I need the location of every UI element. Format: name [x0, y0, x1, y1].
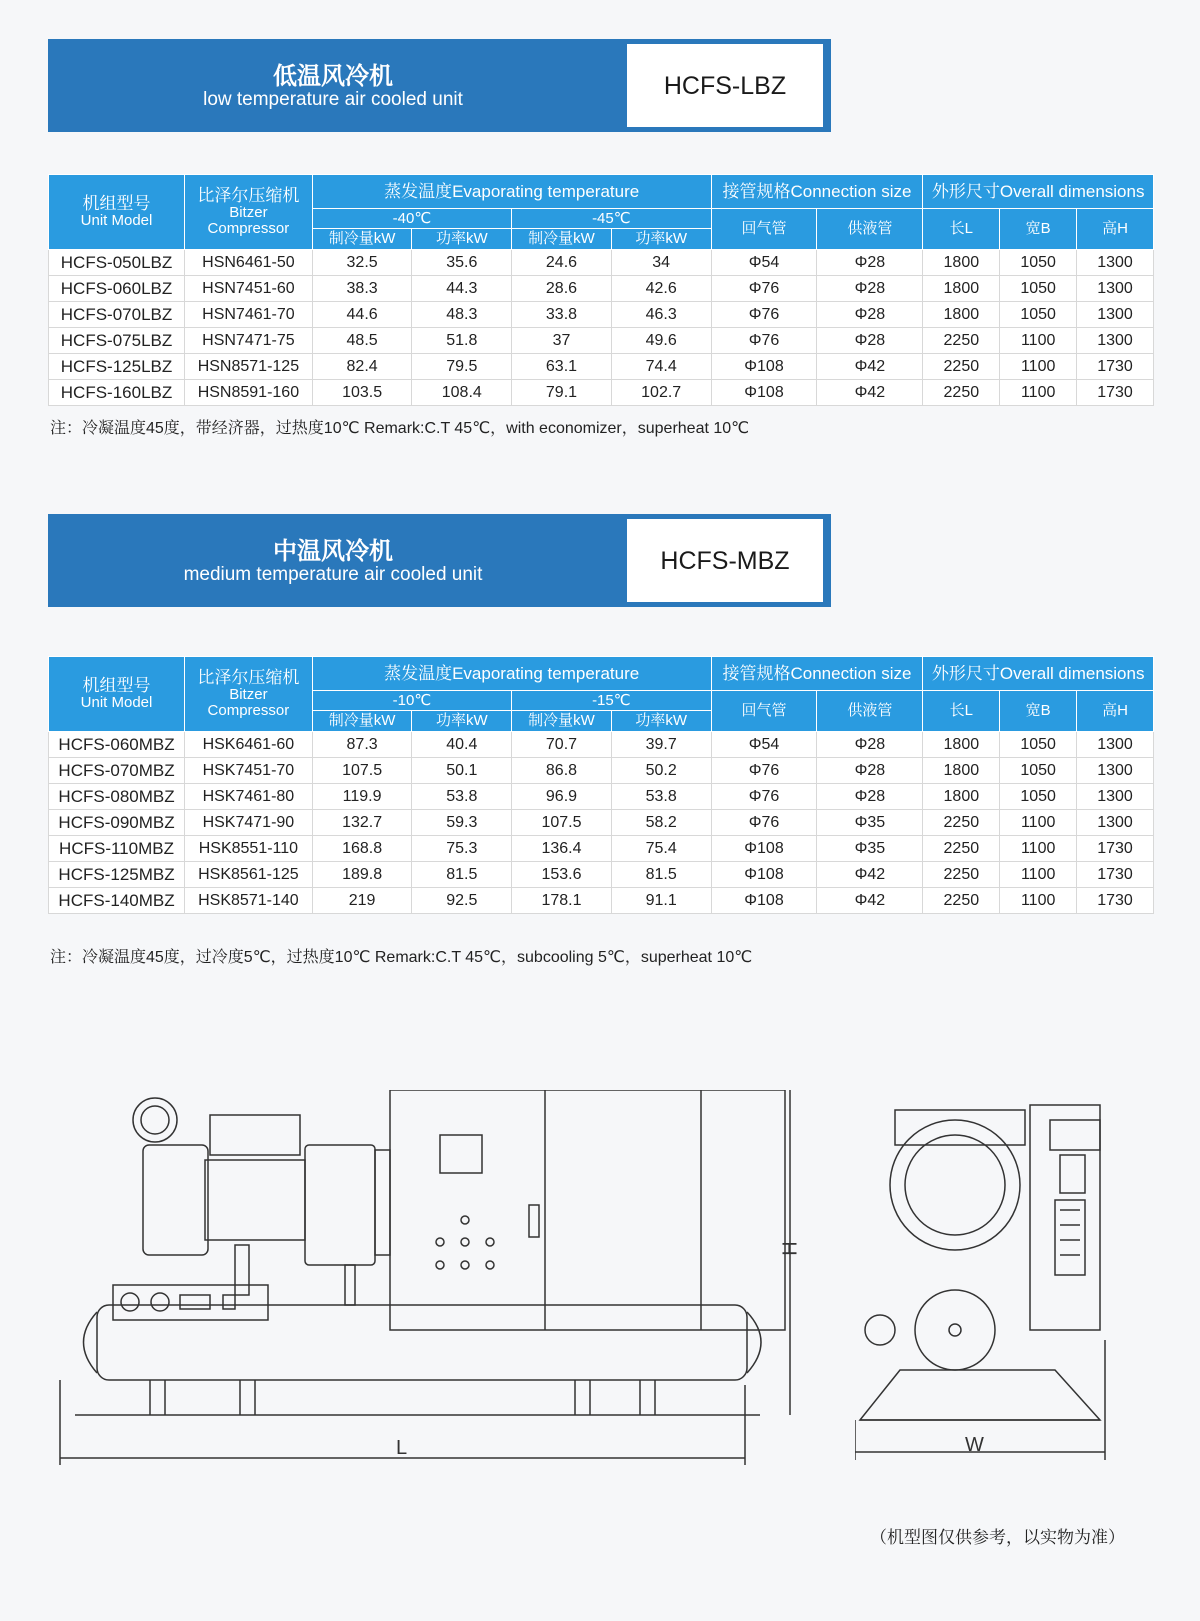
- table-row: [49, 888, 1154, 914]
- table-cell: 48.5: [312, 328, 412, 354]
- table-cell: 81.5: [412, 862, 512, 888]
- table-cell: 46.3: [611, 302, 711, 328]
- table-row: [49, 276, 1154, 302]
- table-cell: 1100: [1000, 810, 1077, 836]
- table-cell: 1050: [1000, 302, 1077, 328]
- table-row: [49, 810, 1154, 836]
- front-view-drawing: [55, 1090, 825, 1490]
- table-cell: 1300: [1077, 302, 1154, 328]
- header-capacity: 制冷量kW: [312, 229, 412, 250]
- table-cell: 2250: [923, 354, 1000, 380]
- drawing-caption: （机型图仅供参考，以实物为准）: [870, 1528, 1125, 1547]
- table-cell: 24.6: [512, 250, 612, 276]
- table-cell: Φ28: [817, 302, 923, 328]
- compressor-cell: HSK8561-125: [185, 862, 313, 888]
- table-cell: 1800: [923, 732, 1000, 758]
- table-cell: 37: [512, 328, 612, 354]
- table-cell: 75.4: [611, 836, 711, 862]
- header-compressor: [185, 175, 313, 250]
- model-code-box: [627, 44, 823, 127]
- table-cell: Φ28: [817, 250, 923, 276]
- table-cell: 1300: [1077, 784, 1154, 810]
- table-cell: 79.1: [512, 380, 612, 406]
- header-overall-dimensions: 外形尺寸Overall dimensions: [923, 175, 1154, 209]
- table-row: [49, 758, 1154, 784]
- header-power: 功率kW: [611, 229, 711, 250]
- section-banner-low-temp: [48, 39, 831, 132]
- table-cell: 1730: [1077, 888, 1154, 914]
- table-cell: Φ108: [711, 862, 817, 888]
- table-cell: 153.6: [512, 862, 612, 888]
- header-width: 宽B: [1000, 691, 1077, 732]
- unit-model-cell: HCFS-070MBZ: [49, 758, 185, 784]
- header-comp-cn: 比泽尔压缩机: [197, 668, 300, 688]
- table-cell: 74.4: [611, 354, 711, 380]
- header-height: 高H: [1077, 209, 1154, 250]
- header-temp-2: -15℃: [512, 691, 711, 711]
- table-cell: 2250: [923, 862, 1000, 888]
- spec-table-medium-temp: [48, 656, 1154, 914]
- table-cell: 1050: [1000, 784, 1077, 810]
- dimension-label-h: H: [779, 1241, 802, 1256]
- header-evap-temp: 蒸发温度Evaporating temperature: [312, 657, 711, 691]
- table-cell: 1100: [1000, 888, 1077, 914]
- header-return-pipe: 回气管: [711, 209, 817, 250]
- table-cell: 136.4: [512, 836, 612, 862]
- table-cell: 1100: [1000, 380, 1077, 406]
- table-cell: Φ108: [711, 380, 817, 406]
- header-power: 功率kW: [611, 711, 711, 732]
- table-cell: Φ108: [711, 354, 817, 380]
- table-cell: 38.3: [312, 276, 412, 302]
- header-unit-model: [49, 657, 185, 732]
- compressor-cell: HSN8591-160: [185, 380, 313, 406]
- section-banner-medium-temp: [48, 514, 831, 607]
- unit-model-cell: HCFS-060MBZ: [49, 732, 185, 758]
- unit-model-cell: HCFS-140MBZ: [49, 888, 185, 914]
- unit-model-cell: HCFS-110MBZ: [49, 836, 185, 862]
- table-cell: Φ28: [817, 758, 923, 784]
- table-cell: 50.2: [611, 758, 711, 784]
- dimension-label-l: L: [396, 1437, 408, 1459]
- table-cell: 1300: [1077, 732, 1154, 758]
- table-row: [49, 836, 1154, 862]
- table-cell: 51.8: [412, 328, 512, 354]
- header-capacity: 制冷量kW: [312, 711, 412, 732]
- model-code-box: [627, 519, 823, 602]
- table-cell: 1050: [1000, 276, 1077, 302]
- table-cell: 50.1: [412, 758, 512, 784]
- table-row: [49, 380, 1154, 406]
- spec-table-low-temp: [48, 174, 1154, 406]
- header-temp-1: -40℃: [312, 209, 511, 229]
- table-cell: 28.6: [512, 276, 612, 302]
- table-cell: 1300: [1077, 276, 1154, 302]
- unit-model-cell: HCFS-060LBZ: [49, 276, 185, 302]
- header-capacity: 制冷量kW: [512, 711, 612, 732]
- table-cell: 1800: [923, 758, 1000, 784]
- table-cell: 59.3: [412, 810, 512, 836]
- table-cell: 2250: [923, 810, 1000, 836]
- table-cell: 178.1: [512, 888, 612, 914]
- table-cell: 1050: [1000, 758, 1077, 784]
- table-row: [49, 862, 1154, 888]
- header-model-cn: 机组型号: [82, 194, 151, 214]
- table-row: [49, 328, 1154, 354]
- header-capacity: 制冷量kW: [512, 229, 612, 250]
- header-comp-en2: Compressor: [207, 701, 290, 719]
- table-cell: Φ76: [711, 810, 817, 836]
- table-cell: 33.8: [512, 302, 612, 328]
- remark-note: 注：冷凝温度45度，过冷度5℃，过热度10℃ Remark:C.T 45℃，subcooling 5℃，superheat 10℃: [50, 949, 753, 966]
- header-liquid-pipe: 供液管: [817, 209, 923, 250]
- dimension-label-w: W: [965, 1434, 984, 1456]
- table-cell: 58.2: [611, 810, 711, 836]
- table-cell: 91.1: [611, 888, 711, 914]
- compressor-cell: HSK7461-80: [185, 784, 313, 810]
- table-cell: 44.3: [412, 276, 512, 302]
- section-title-en: medium temperature air cooled unit: [183, 564, 483, 585]
- table-cell: 2250: [923, 328, 1000, 354]
- header-model-en: Unit Model: [80, 694, 153, 712]
- unit-model-cell: HCFS-070LBZ: [49, 302, 185, 328]
- compressor-cell: HSN7461-70: [185, 302, 313, 328]
- table-cell: Φ76: [711, 328, 817, 354]
- table-cell: 1730: [1077, 380, 1154, 406]
- header-return-pipe: 回气管: [711, 691, 817, 732]
- table-cell: 1100: [1000, 328, 1077, 354]
- header-comp-en1: Bitzer: [229, 686, 268, 704]
- table-cell: 1800: [923, 276, 1000, 302]
- header-comp-en1: Bitzer: [229, 204, 268, 222]
- table-cell: Φ35: [817, 810, 923, 836]
- header-comp-cn: 比泽尔压缩机: [197, 186, 300, 206]
- table-cell: 75.3: [412, 836, 512, 862]
- header-power: 功率kW: [412, 711, 512, 732]
- table-cell: 40.4: [412, 732, 512, 758]
- section-title-cn: 中温风冷机: [273, 538, 393, 565]
- table-cell: 1800: [923, 302, 1000, 328]
- table-cell: Φ42: [817, 380, 923, 406]
- header-height: 高H: [1077, 691, 1154, 732]
- header-temp-2: -45℃: [512, 209, 711, 229]
- table-cell: Φ76: [711, 276, 817, 302]
- table-cell: 103.5: [312, 380, 412, 406]
- header-length: 长L: [923, 209, 1000, 250]
- table-cell: Φ35: [817, 836, 923, 862]
- compressor-cell: HSK6461-60: [185, 732, 313, 758]
- table-cell: 96.9: [512, 784, 612, 810]
- table-cell: 1730: [1077, 836, 1154, 862]
- table-cell: Φ76: [711, 758, 817, 784]
- header-liquid-pipe: 供液管: [817, 691, 923, 732]
- header-model-cn: 机组型号: [82, 676, 151, 696]
- table-cell: 168.8: [312, 836, 412, 862]
- compressor-cell: HSK8571-140: [185, 888, 313, 914]
- table-cell: 87.3: [312, 732, 412, 758]
- section-title-en: low temperature air cooled unit: [203, 89, 463, 110]
- remark-note: 注：冷凝温度45度，带经济器，过热度10℃ Remark:C.T 45℃，with economizer，superheat 10℃: [50, 420, 750, 437]
- table-cell: Φ42: [817, 354, 923, 380]
- table-cell: 107.5: [312, 758, 412, 784]
- header-width: 宽B: [1000, 209, 1077, 250]
- header-model-en: Unit Model: [80, 212, 153, 230]
- table-cell: 1800: [923, 784, 1000, 810]
- table-cell: 39.7: [611, 732, 711, 758]
- table-cell: Φ76: [711, 302, 817, 328]
- unit-model-cell: HCFS-125MBZ: [49, 862, 185, 888]
- table-cell: 81.5: [611, 862, 711, 888]
- table-cell: 63.1: [512, 354, 612, 380]
- table-cell: Φ54: [711, 250, 817, 276]
- table-cell: 49.6: [611, 328, 711, 354]
- table-cell: 82.4: [312, 354, 412, 380]
- model-code: HCFS-LBZ: [663, 72, 787, 100]
- table-cell: 42.6: [611, 276, 711, 302]
- table-cell: 79.5: [412, 354, 512, 380]
- table-cell: 53.8: [412, 784, 512, 810]
- table-cell: 44.6: [312, 302, 412, 328]
- table-row: [49, 784, 1154, 810]
- table-cell: Φ42: [817, 888, 923, 914]
- table-cell: 119.9: [312, 784, 412, 810]
- header-length: 长L: [923, 691, 1000, 732]
- table-cell: 132.7: [312, 810, 412, 836]
- table-cell: Φ54: [711, 732, 817, 758]
- table-cell: 92.5: [412, 888, 512, 914]
- header-power: 功率kW: [412, 229, 512, 250]
- header-comp-en2: Compressor: [207, 219, 290, 237]
- table-row: [49, 250, 1154, 276]
- header-connection-size: 接管规格Connection size: [711, 175, 923, 209]
- table-row: [49, 732, 1154, 758]
- compressor-cell: HSN7451-60: [185, 276, 313, 302]
- table-cell: 34: [611, 250, 711, 276]
- table-cell: Φ108: [711, 836, 817, 862]
- compressor-cell: HSN6461-50: [185, 250, 313, 276]
- table-cell: 53.8: [611, 784, 711, 810]
- table-cell: 1050: [1000, 250, 1077, 276]
- compressor-cell: HSK7471-90: [185, 810, 313, 836]
- table-cell: 1300: [1077, 328, 1154, 354]
- table-cell: 1800: [923, 250, 1000, 276]
- section-title-cn: 低温风冷机: [273, 63, 393, 90]
- table-cell: 107.5: [512, 810, 612, 836]
- unit-model-cell: HCFS-090MBZ: [49, 810, 185, 836]
- table-cell: 102.7: [611, 380, 711, 406]
- table-cell: 1730: [1077, 354, 1154, 380]
- table-cell: 2250: [923, 380, 1000, 406]
- table-cell: 219: [312, 888, 412, 914]
- header-temp-1: -10℃: [312, 691, 511, 711]
- table-cell: 2250: [923, 836, 1000, 862]
- table-cell: Φ28: [817, 328, 923, 354]
- table-cell: 1050: [1000, 732, 1077, 758]
- table-cell: 2250: [923, 888, 1000, 914]
- compressor-cell: HSK8551-110: [185, 836, 313, 862]
- table-cell: 35.6: [412, 250, 512, 276]
- table-cell: 48.3: [412, 302, 512, 328]
- table-cell: 1100: [1000, 354, 1077, 380]
- compressor-cell: HSN7471-75: [185, 328, 313, 354]
- table-cell: Φ28: [817, 276, 923, 302]
- table-row: [49, 354, 1154, 380]
- table-cell: Φ42: [817, 862, 923, 888]
- table-row: [49, 302, 1154, 328]
- table-cell: Φ28: [817, 784, 923, 810]
- table-cell: 32.5: [312, 250, 412, 276]
- table-cell: 189.8: [312, 862, 412, 888]
- header-overall-dimensions: 外形尺寸Overall dimensions: [923, 657, 1154, 691]
- header-connection-size: 接管规格Connection size: [711, 657, 923, 691]
- table-cell: 1100: [1000, 836, 1077, 862]
- table-cell: Φ108: [711, 888, 817, 914]
- side-view-drawing: [855, 1090, 1155, 1490]
- table-cell: 1300: [1077, 810, 1154, 836]
- table-cell: Φ76: [711, 784, 817, 810]
- header-compressor: [185, 657, 313, 732]
- table-cell: 1300: [1077, 758, 1154, 784]
- table-cell: 86.8: [512, 758, 612, 784]
- table-cell: 1300: [1077, 250, 1154, 276]
- unit-model-cell: HCFS-160LBZ: [49, 380, 185, 406]
- compressor-cell: HSK7451-70: [185, 758, 313, 784]
- header-unit-model: [49, 175, 185, 250]
- table-cell: 108.4: [412, 380, 512, 406]
- table-cell: Φ28: [817, 732, 923, 758]
- header-evap-temp: 蒸发温度Evaporating temperature: [312, 175, 711, 209]
- unit-model-cell: HCFS-080MBZ: [49, 784, 185, 810]
- table-cell: 70.7: [512, 732, 612, 758]
- table-cell: 1100: [1000, 862, 1077, 888]
- unit-model-cell: HCFS-050LBZ: [49, 250, 185, 276]
- table-cell: 1730: [1077, 862, 1154, 888]
- compressor-cell: HSN8571-125: [185, 354, 313, 380]
- unit-model-cell: HCFS-075LBZ: [49, 328, 185, 354]
- unit-model-cell: HCFS-125LBZ: [49, 354, 185, 380]
- model-code: HCFS-MBZ: [660, 547, 790, 575]
